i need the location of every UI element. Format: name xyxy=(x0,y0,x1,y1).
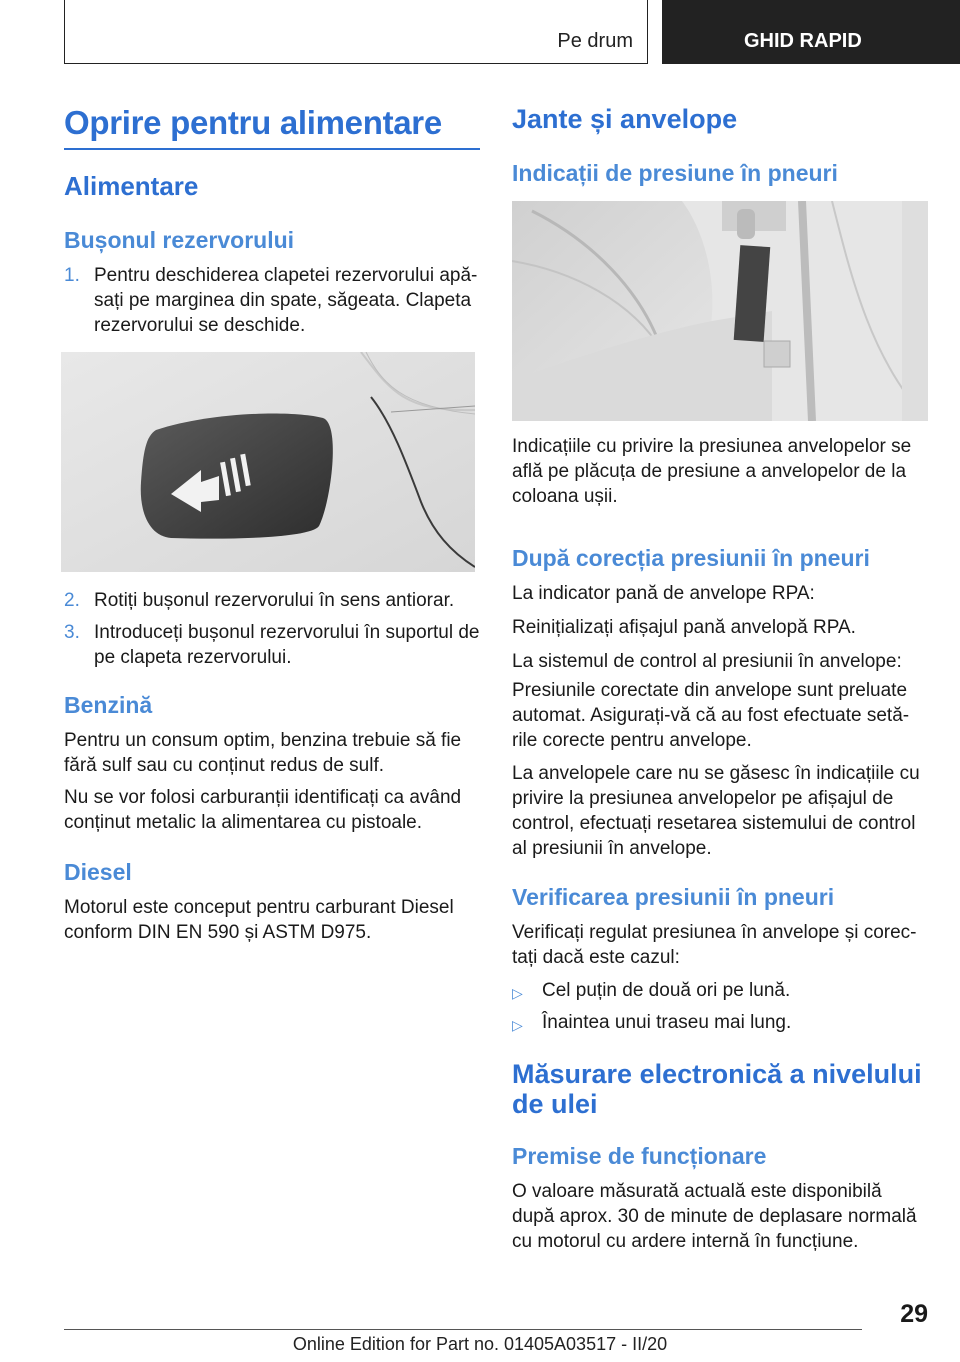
image-caption: Indicațiile cu privire la presiunea anvelopelor se află pe plăcuța de presiune a anvelopelor de la coloana ușii. xyxy=(512,436,912,507)
paragraph: La indicator pană de anvelope RPA: xyxy=(512,583,815,604)
triangle-bullet-icon: ▷ xyxy=(512,1017,523,1033)
section-heading-alimentare: Alimentare xyxy=(64,171,199,201)
subheading-indicatii: Indicații de presiune în pneuri xyxy=(512,160,838,186)
paragraph: Reinițializați afișajul pană anvelopă RPA. xyxy=(512,617,856,638)
triangle-bullet-icon: ▷ xyxy=(512,985,523,1001)
header-section-tab xyxy=(64,0,648,64)
paragraph: La sistemul de control al presiunii în anvelope: xyxy=(512,651,902,672)
paragraph: Nu se vor folosi carburanții identificați ca având conținut metalic la alimentarea cu pistoale. xyxy=(64,787,462,833)
paragraph: Presiunile corectate din anvelope sunt preluate automat. Asigurați-vă că au fost efectuate setă-rile corecte pentru anvelope. xyxy=(512,680,910,751)
subheading-benzina: Benzină xyxy=(64,692,153,718)
header-guide-label: GHID RAPID xyxy=(744,30,862,52)
footer-rule xyxy=(64,1329,862,1330)
subheading-diesel: Diesel xyxy=(64,859,132,885)
step-text: Introduceți bușonul rezervorului în suportul de pe clapeta rezervorului. xyxy=(94,622,480,668)
paragraph: La anvelopele care nu se găsesc în indicațiile cu privire la presiunea anvelopelor pe afișajul de control, efectuați resetarea sistemului de control al presiunii în anvelope. xyxy=(512,763,920,859)
step-text: Pentru deschiderea clapetei rezervorului apă-sați pe marginea din spate, săgeata. Clapeta rezervorului se deschide. xyxy=(94,265,478,336)
fuel-flap-illustration xyxy=(61,352,475,572)
section-heading-masurare: Măsurare electronică a nivelului de ulei xyxy=(512,1059,922,1119)
header-section-label: Pe drum xyxy=(557,30,633,52)
paragraph: Verificați regulat presiunea în anvelope și corec-tați dacă este cazul: xyxy=(512,922,917,968)
step-text: Rotiți bușonul rezervorului în sens antiorar. xyxy=(94,590,455,611)
bullet-text: Cel puțin de două ori pe lună. xyxy=(542,980,791,1001)
step-number: 2. xyxy=(64,590,80,611)
paragraph: Pentru un consum optim, benzina trebuie să fie fără sulf sau cu conținut redus de sulf. xyxy=(64,730,462,776)
page-number: 29 xyxy=(900,1300,928,1328)
title-rule xyxy=(64,148,480,150)
step-number: 1. xyxy=(64,265,80,286)
paragraph: O valoare măsurată actuală este disponibilă după aprox. 30 de minute de deplasare normală cu motorul cu ardere internă în funcțiune. xyxy=(512,1181,917,1252)
subheading-verificarea: Verificarea presiunii în pneuri xyxy=(512,884,835,910)
door-pillar-illustration xyxy=(512,201,928,421)
bullet-text: Înaintea unui traseu mai lung. xyxy=(542,1012,792,1033)
subheading-premise: Premise de funcționare xyxy=(512,1143,767,1169)
paragraph: Motorul este conceput pentru carburant Diesel conform DIN EN 590 și ASTM D975. xyxy=(64,897,454,943)
edition-footer: Online Edition for Part no. 01405A03517 - II/20 xyxy=(292,1334,668,1354)
page-title: Oprire pentru alimentare xyxy=(64,104,442,141)
header-guide-tab xyxy=(662,0,960,64)
step-number: 3. xyxy=(64,622,80,643)
page-header xyxy=(64,0,960,66)
subheading-dupa-corectia: După corecția presiunii în pneuri xyxy=(512,545,870,571)
subheading-busonul: Bușonul rezervorului xyxy=(64,227,295,253)
section-heading-jante: Jante și anvelope xyxy=(512,104,738,134)
